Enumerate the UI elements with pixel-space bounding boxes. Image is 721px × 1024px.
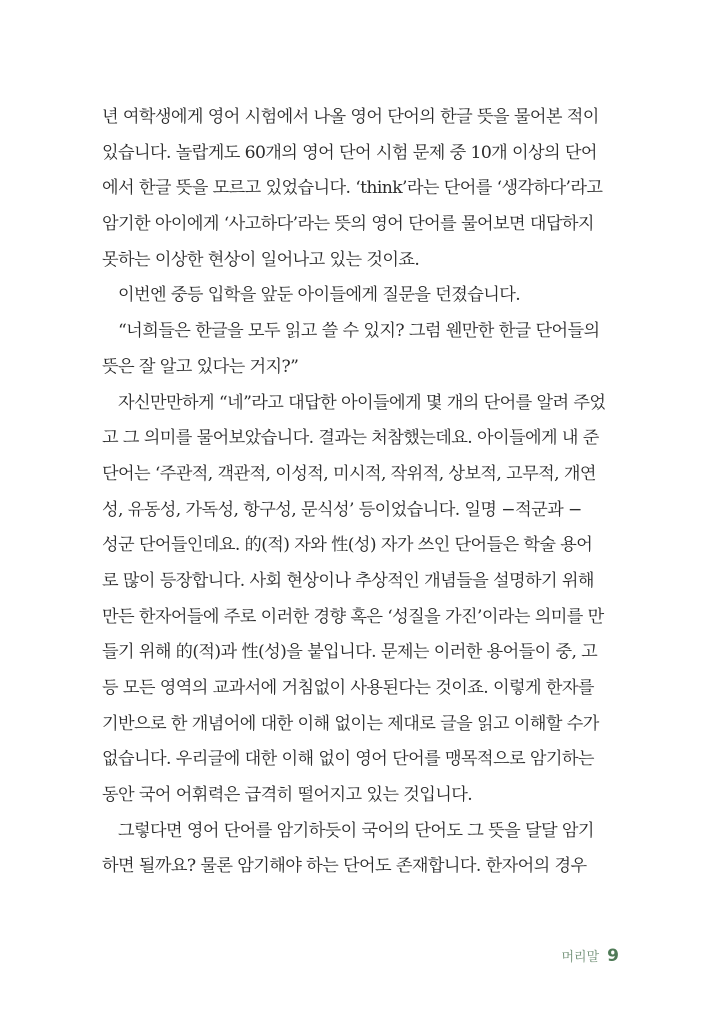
body-text xyxy=(102,100,622,885)
text-line: 로 많이 등장합니다. 사회 현상이나 추상적인 개념들을 설명하기 위해 xyxy=(102,570,594,591)
text-line: 있습니다. 놀랍게도 60개의 영어 단어 시험 문제 중 10개 이상의 단어 xyxy=(102,142,597,163)
text-line: “너희들은 한글을 모두 읽고 쓸 수 있지? 그럼 웬만한 한글 단어들의 xyxy=(118,321,600,342)
page-footer xyxy=(561,946,619,970)
text-line: 기반으로 한 개념어에 대한 이해 없이는 제대로 글을 읽고 이해할 수가 xyxy=(102,713,599,734)
text-line: 성군 단어들인데요. 的(적) 자와 性(성) 자가 쓰인 단어들은 학술 용어 xyxy=(102,535,593,556)
text-line: 못하는 이상한 현상이 일어나고 있는 것이죠. xyxy=(102,249,420,270)
text-line: 등 모든 영역의 교과서에 거침없이 사용된다는 것이죠. 이렇게 한자를 xyxy=(102,678,594,698)
text-line: 단어는 ‘주관적, 객관적, 이성적, 미시적, 작위적, 상보적, 고무적, 개연 xyxy=(102,463,596,484)
text-line: 성, 유동성, 가독성, 항구성, 문식성’ 등이었습니다. 일명 −적군과 − xyxy=(102,499,582,520)
text-line: 고 그 의미를 물어보았습니다. 결과는 처참했는데요. 아이들에게 내 준 xyxy=(102,428,599,449)
text-line: 에서 한글 뜻을 모르고 있었습니다. ‘think’라는 단어를 ‘생각하다’라고 xyxy=(102,178,603,199)
text-line: 암기한 아이에게 ‘사고하다’라는 뜻의 영어 단어를 물어보면 대답하지 xyxy=(102,214,594,235)
text-line: 년 여학생에게 영어 시험에서 나올 영어 단어의 한글 뜻을 물어본 적이 xyxy=(102,107,599,127)
text-line: 들기 위해 的(적)과 性(성)을 붙입니다. 문제는 이러한 용어들이 중, 고 xyxy=(102,642,598,663)
footer-section-label: 머리말 xyxy=(561,950,600,965)
text-line: 뜻은 잘 알고 있다는 거지?” xyxy=(102,356,299,377)
text-line: 없습니다. 우리글에 대한 이해 없이 영어 단어를 맹목적으로 암기하는 xyxy=(102,749,594,770)
text-line: 이번엔 중등 입학을 앞둔 아이들에게 질문을 던졌습니다. xyxy=(118,285,521,306)
text-line: 그렇다면 영어 단어를 암기하듯이 국어의 단어도 그 뜻을 달달 암기 xyxy=(118,820,594,841)
text-line: 하면 될까요? 물론 암기해야 하는 단어도 존재합니다. 한자어의 경우 xyxy=(102,856,587,877)
page-number: 9 xyxy=(607,946,619,966)
text-line: 자신만만하게 “네”라고 대답한 아이들에게 몇 개의 단어를 알려 주었 xyxy=(118,392,606,413)
text-line: 동안 국어 어휘력은 급격히 떨어지고 있는 것입니다. xyxy=(102,785,473,806)
text-line: 만든 한자어들에 주로 이러한 경향 혹은 ‘성질을 가진’이라는 의미를 만 xyxy=(102,606,604,627)
